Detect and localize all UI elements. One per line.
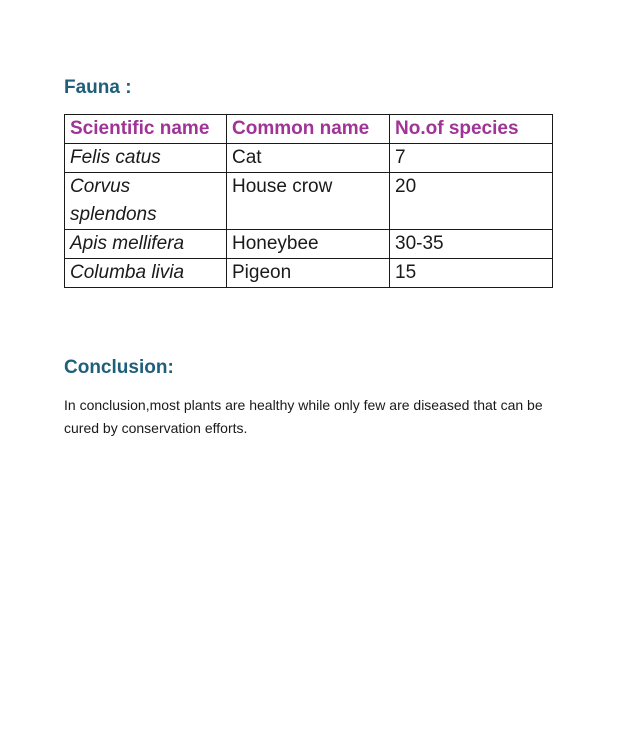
column-header-number-of-species: No.of species [390, 115, 553, 144]
common-name-cell: House crow [227, 173, 390, 230]
column-header-common-name: Common name [227, 115, 390, 144]
table-header-row [65, 115, 553, 144]
fauna-table [64, 114, 553, 288]
table-row [65, 173, 553, 230]
table-row [65, 230, 553, 259]
table-row [65, 259, 553, 288]
conclusion-paragraph: In conclusion,most plants are healthy while only few are diseased that can be cured by conservation efforts. [64, 397, 543, 436]
table-row [65, 144, 553, 173]
scientific-name-cell: Apis mellifera [65, 230, 227, 259]
common-name-cell: Honeybee [227, 230, 390, 259]
column-header-scientific-name: Scientific name [65, 115, 227, 144]
common-name-cell: Pigeon [227, 259, 390, 288]
fauna-heading: Fauna : [64, 77, 132, 98]
species-count-cell: 7 [390, 144, 553, 173]
species-count-cell: 20 [390, 173, 553, 230]
common-name-cell: Cat [227, 144, 390, 173]
conclusion-heading: Conclusion: [64, 357, 174, 378]
scientific-name-cell: Corvus splendons [65, 173, 227, 230]
species-count-cell: 15 [390, 259, 553, 288]
scientific-name-cell: Felis catus [65, 144, 227, 173]
scientific-name-cell: Columba livia [65, 259, 227, 288]
species-count-cell: 30-35 [390, 230, 553, 259]
